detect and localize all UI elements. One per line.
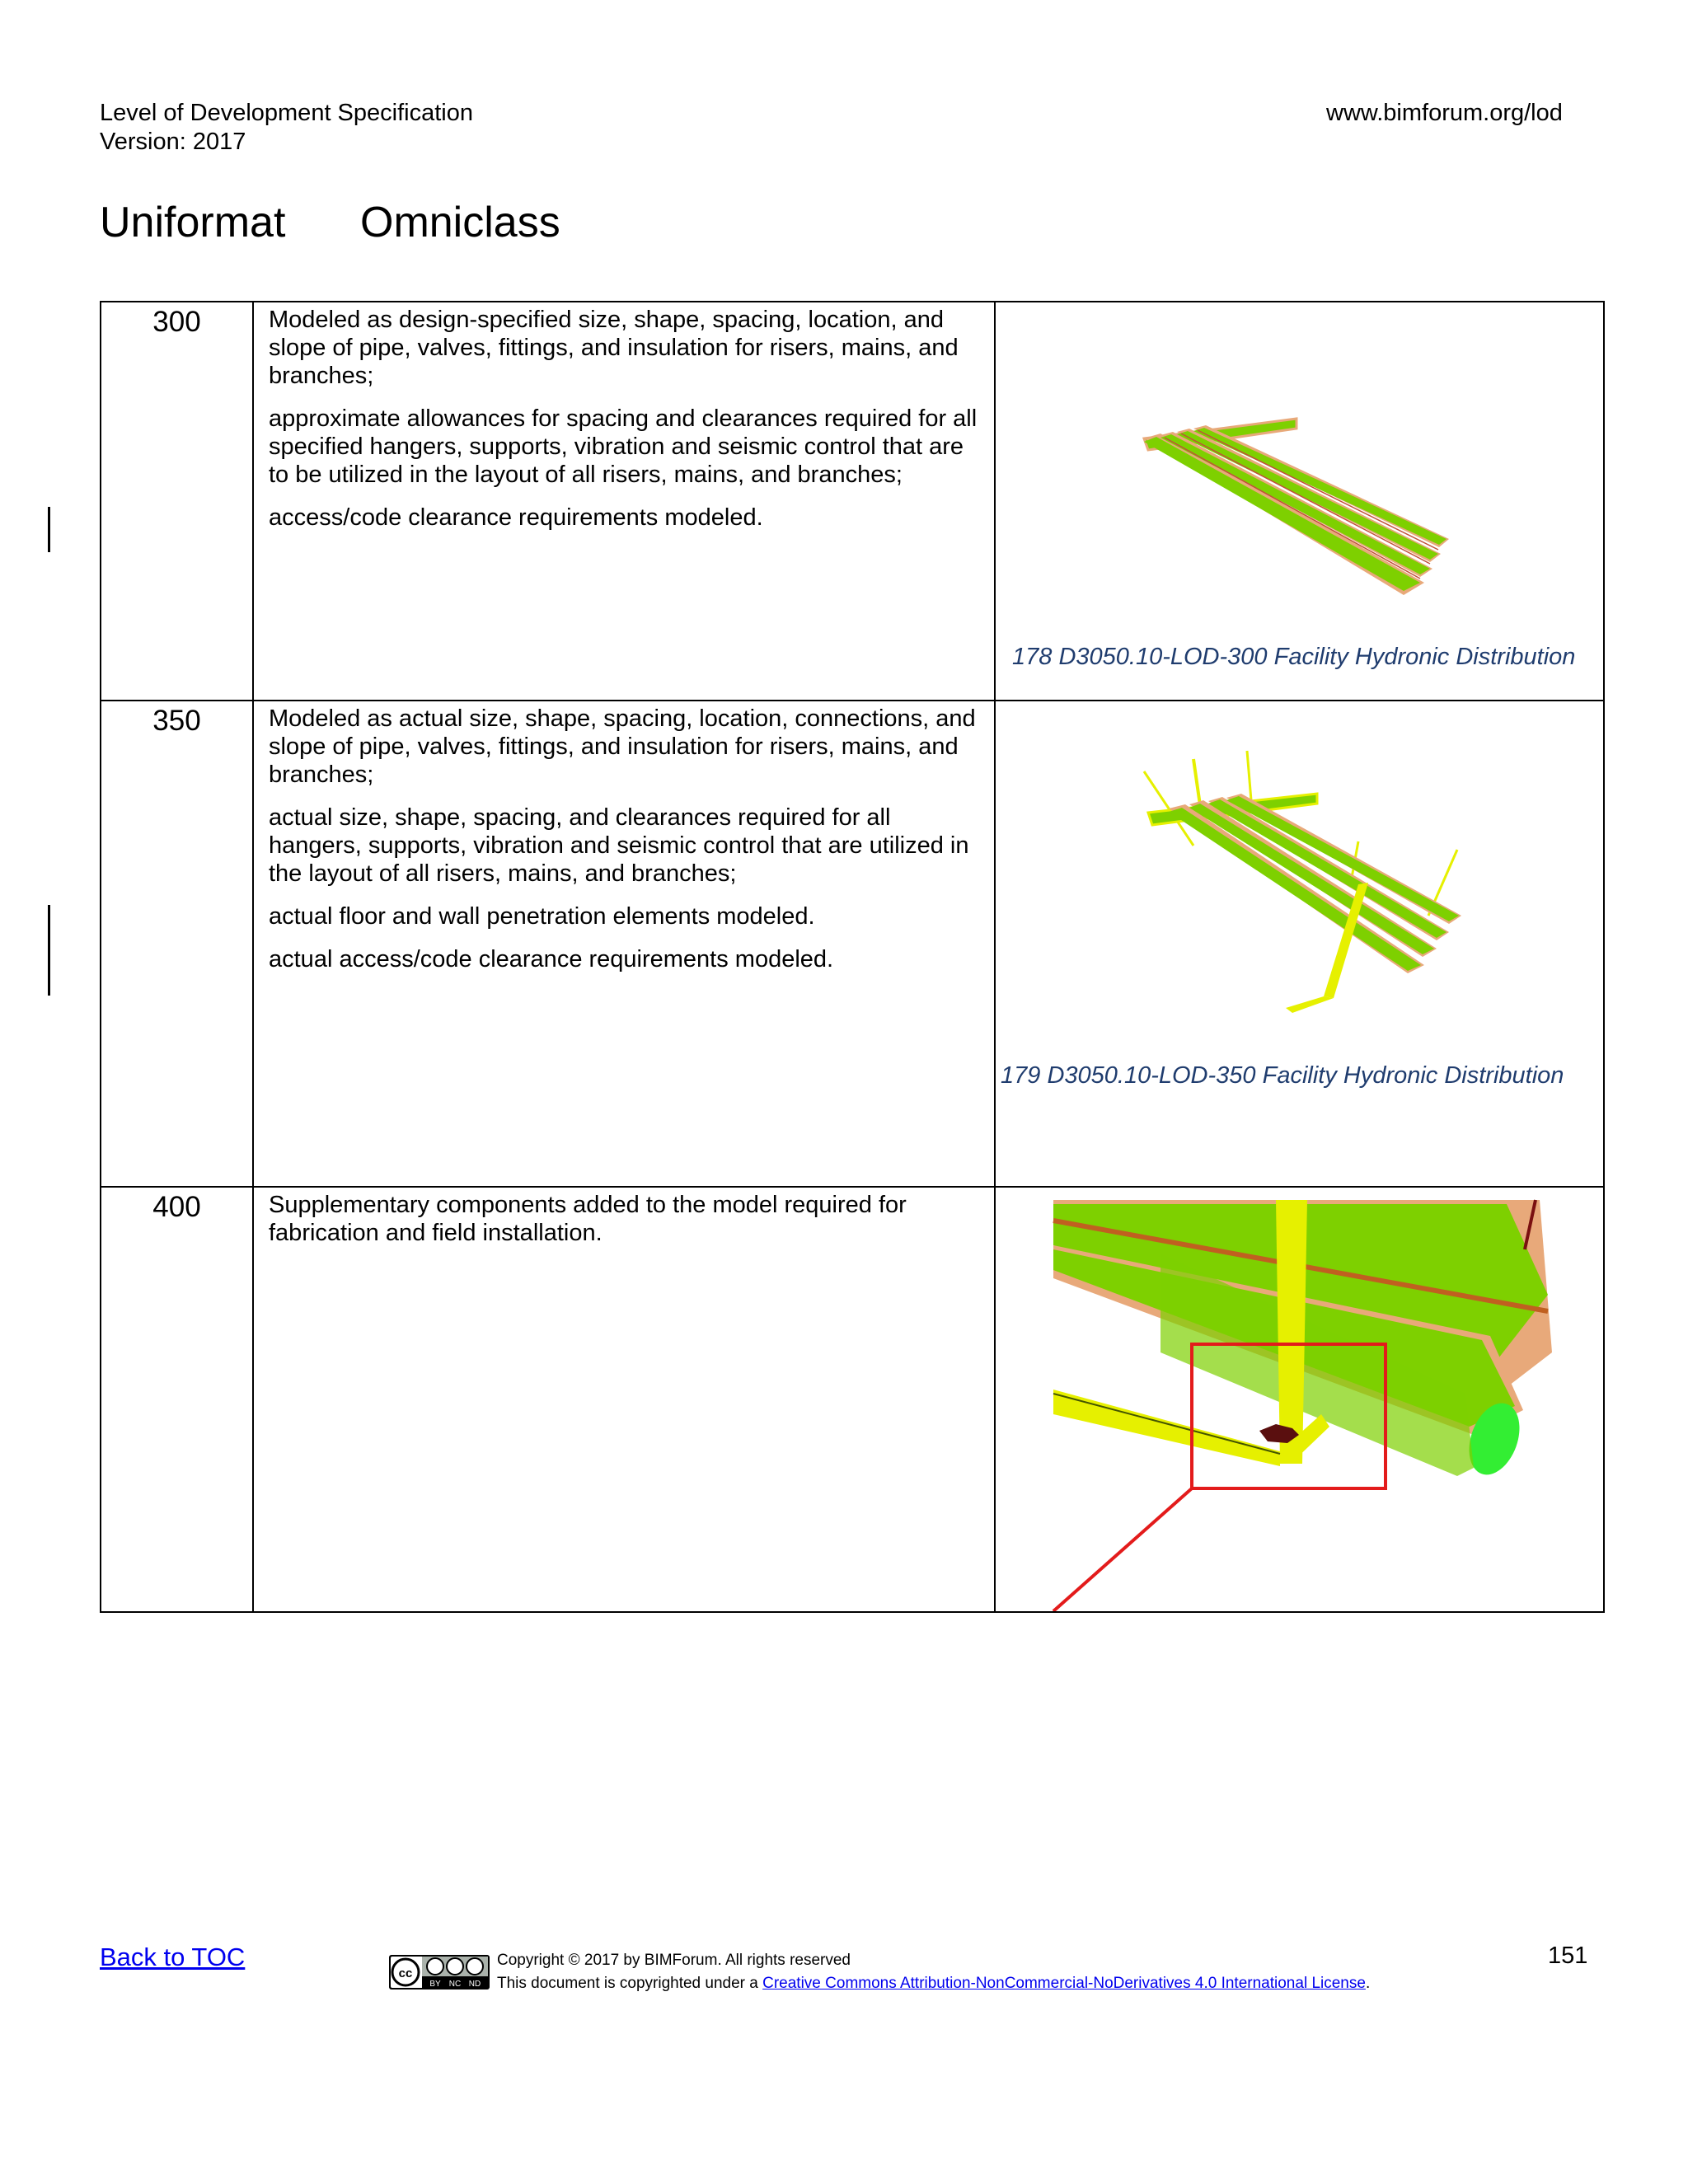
description-paragraph: actual access/code clearance requirements modeled.	[269, 946, 834, 972]
description-cell	[253, 302, 995, 701]
table-row	[101, 302, 1604, 701]
description-paragraph: Supplementary components added to the model required for fabrication and field installation.	[269, 1192, 907, 1246]
back-to-toc-link[interactable]: Back to TOC	[100, 1943, 246, 1971]
header-url: www.bimforum.org/lod	[1326, 100, 1563, 126]
lod-table	[100, 301, 1605, 1613]
lod-300-piping-figure	[1132, 356, 1461, 595]
copyright-notice: Copyright © 2017 by BIMForum. All rights reserved	[497, 1952, 851, 1969]
license-prefix: This document is copyrighted under a	[497, 1975, 763, 1992]
description-paragraph: Modeled as design-specified size, shape, spacing, location, and slope of pipe, valves, fittings, and insulation for risers, mains, and branches;	[269, 307, 959, 389]
cc-badge-label: BY	[429, 1980, 441, 1989]
cc-badge-label: NC	[448, 1980, 462, 1989]
omniclass-title: Omniclass	[360, 199, 560, 246]
document-version: Version: 2017	[100, 129, 246, 155]
license-suffix: .	[1365, 1975, 1371, 1992]
license-link[interactable]: Creative Commons Attribution-NonCommercial-NoDerivatives 4.0 International License	[762, 1975, 1366, 1992]
creative-commons-badge-icon	[389, 1955, 490, 1990]
page-number: 151	[1548, 1943, 1588, 1969]
image-cell	[995, 302, 1604, 701]
figure-caption: 178 D3050.10-LOD-300 Facility Hydronic Distribution	[1012, 644, 1576, 670]
table-row	[101, 1187, 1604, 1612]
uniformat-title: Uniformat	[100, 199, 286, 246]
table-row	[101, 701, 1604, 1187]
lod-350-piping-figure	[1111, 726, 1507, 1023]
svg-text:cc: cc	[398, 1966, 413, 1980]
lod-400-detail-figure	[996, 1188, 1601, 1611]
description-cell	[253, 1187, 995, 1612]
description-paragraph: actual size, shape, spacing, and clearances required for all hangers, supports, vibration and seismic control that are utilized in the layout of all risers, mains, and branches;	[269, 804, 969, 887]
lod-level-cell: 400	[101, 1187, 253, 1612]
description-cell	[253, 701, 995, 1187]
license-notice	[497, 1972, 1370, 1994]
cc-badge-label: ND	[468, 1980, 481, 1989]
description-paragraph: actual floor and wall penetration elements modeled.	[269, 903, 815, 930]
document-title: Level of Development Specification	[100, 100, 473, 126]
cc-by-nc-nd-icon	[389, 1955, 490, 1990]
change-bar	[48, 507, 50, 552]
description-paragraph: approximate allowances for spacing and clearances required for all specified hangers, supports, vibration and seismic control that are to be utilized in the layout of all risers, mains, and branches;	[269, 405, 978, 488]
image-cell	[995, 1187, 1604, 1612]
lod-level-cell: 300	[101, 302, 253, 701]
figure-caption: 179 D3050.10-LOD-350 Facility Hydronic Distribution	[1001, 1062, 1564, 1089]
lod-level-cell: 350	[101, 701, 253, 1187]
image-cell	[995, 701, 1604, 1187]
description-paragraph: Modeled as actual size, shape, spacing, location, connections, and slope of pipe, valves, fittings, and insulation for risers, mains, and branches;	[269, 705, 976, 788]
change-bar	[48, 905, 50, 996]
description-paragraph: access/code clearance requirements modeled.	[269, 504, 763, 531]
